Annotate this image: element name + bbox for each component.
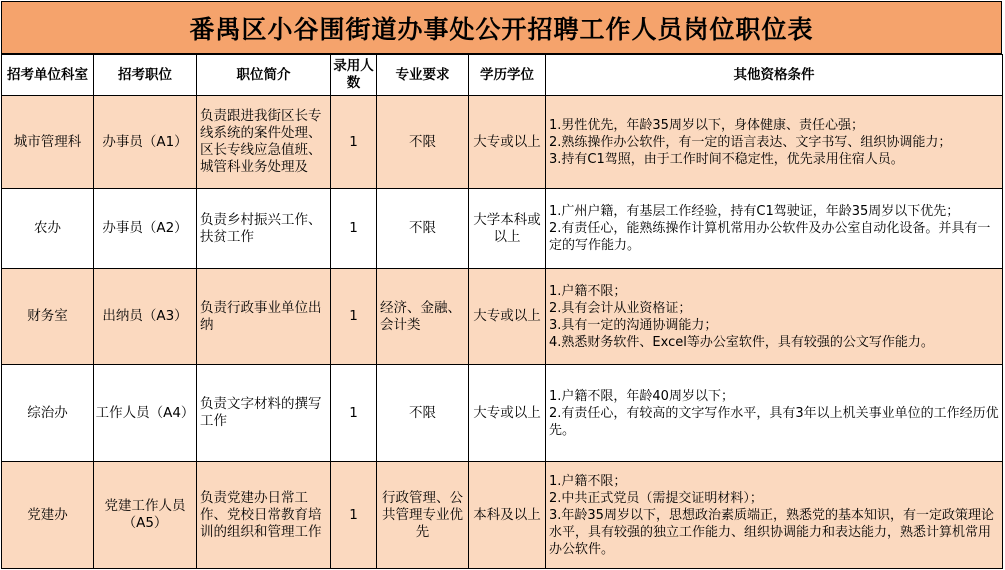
table-row — [2, 269, 1003, 365]
condition-line: 3.具有一定的沟通协调能力； — [549, 317, 718, 333]
condition-line: 2.具有会计从业资格证； — [549, 300, 692, 316]
table-row — [2, 365, 1003, 462]
page-title: 番禺区小谷围街道办事处公开招聘工作人员岗位职位表 — [1, 1, 1002, 54]
condition-line: 2.熟练操作办公软件，有一定的语言表达、文字书写、组织协调能力； — [549, 134, 952, 150]
cell-unit: 党建办 — [2, 462, 94, 569]
condition-line: 2.有责任心，能熟练操作计算机常用办公软件及办公室自动化设备。并具有一定的写作能力。 — [549, 221, 991, 253]
header-intro: 职位简介 — [197, 55, 331, 96]
cell-degree: 大专或以上 — [469, 365, 546, 462]
cell-count: 1 — [331, 189, 377, 269]
cell-degree: 大专或以上 — [469, 269, 546, 365]
cell-position: 办事员（A2） — [94, 189, 197, 269]
condition-line: 1.户籍不限； — [549, 473, 627, 489]
condition-line: 1.户籍不限，年龄40周岁以下； — [549, 388, 734, 404]
cell-count: 1 — [331, 462, 377, 569]
header-position: 招考职位 — [94, 55, 197, 96]
cell-position: 工作人员（A4） — [94, 365, 197, 462]
cell-major: 经济、金融、会计类 — [377, 269, 469, 365]
cell-count: 1 — [331, 269, 377, 365]
cell-major: 不限 — [377, 96, 469, 189]
header-row — [2, 55, 1003, 96]
cell-degree: 本科及以上 — [469, 462, 546, 569]
cell-intro: 负责文字材料的撰写工作 — [197, 365, 331, 462]
cell-major: 不限 — [377, 365, 469, 462]
condition-line: 3.年龄35周岁以下，思想政治素质端正，熟悉党的基本知识，有一定政策理论水平，具有较强的独立工作能力、组织协调能力和表达能力，熟悉计算机常用办公软件。 — [549, 507, 994, 557]
condition-line: 3.持有C1驾照，由于工作时间不稳定性，优先录用住宿人员。 — [549, 151, 904, 167]
cell-position: 出纳员（A3） — [94, 269, 197, 365]
cell-unit: 城市管理科 — [2, 96, 94, 189]
cell-intro: 负责乡村振兴工作、扶贫工作 — [197, 189, 331, 269]
table-row — [2, 189, 1003, 269]
header-unit: 招考单位科室 — [2, 55, 94, 96]
cell-conditions — [546, 462, 1003, 569]
condition-line: 2.中共正式党员（需提交证明材料）； — [549, 490, 763, 506]
cell-conditions — [546, 269, 1003, 365]
cell-degree: 大专或以上 — [469, 96, 546, 189]
condition-line: 1.户籍不限； — [549, 283, 627, 299]
cell-unit: 综治办 — [2, 365, 94, 462]
cell-count: 1 — [331, 365, 377, 462]
recruitment-table — [1, 54, 1003, 569]
table-row — [2, 462, 1003, 569]
cell-degree: 大学本科或以上 — [469, 189, 546, 269]
cell-unit: 财务室 — [2, 269, 94, 365]
header-count: 录用人数 — [331, 55, 377, 96]
header-other: 其他资格条件 — [546, 55, 1003, 96]
cell-position: 办事员（A1） — [94, 96, 197, 189]
cell-count: 1 — [331, 96, 377, 189]
condition-line: 4.熟悉财务软件、Excel等办公室软件，具有较强的公文写作能力。 — [549, 334, 934, 350]
cell-position: 党建工作人员（A5） — [94, 462, 197, 569]
header-major: 专业要求 — [377, 55, 469, 96]
condition-line: 2.有责任心，有较高的文字写作水平，具有3年以上机关事业单位的工作经历优先。 — [549, 405, 999, 438]
header-degree: 学历学位 — [469, 55, 546, 96]
cell-major: 不限 — [377, 189, 469, 269]
cell-intro: 负责行政事业单位出纳 — [197, 269, 331, 365]
cell-intro: 负责党建办日常工作、党校日常教育培训的组织和管理工作 — [197, 462, 331, 569]
condition-line: 1.广州户籍，有基层工作经验，持有C1驾驶证，年龄35周岁以下优先； — [549, 204, 960, 219]
cell-conditions — [546, 189, 1003, 269]
table-row — [2, 96, 1003, 189]
cell-conditions — [546, 96, 1003, 189]
cell-intro: 负责跟进我街区长专线系统的案件处理、区长专线应急值班、城管科业务处理及 — [197, 96, 331, 189]
cell-unit: 农办 — [2, 189, 94, 269]
cell-conditions — [546, 365, 1003, 462]
condition-line: 1.男性优先，年龄35周岁以下，身体健康、责任心强； — [549, 117, 864, 133]
cell-major: 行政管理、公共管理专业优先 — [377, 462, 469, 569]
